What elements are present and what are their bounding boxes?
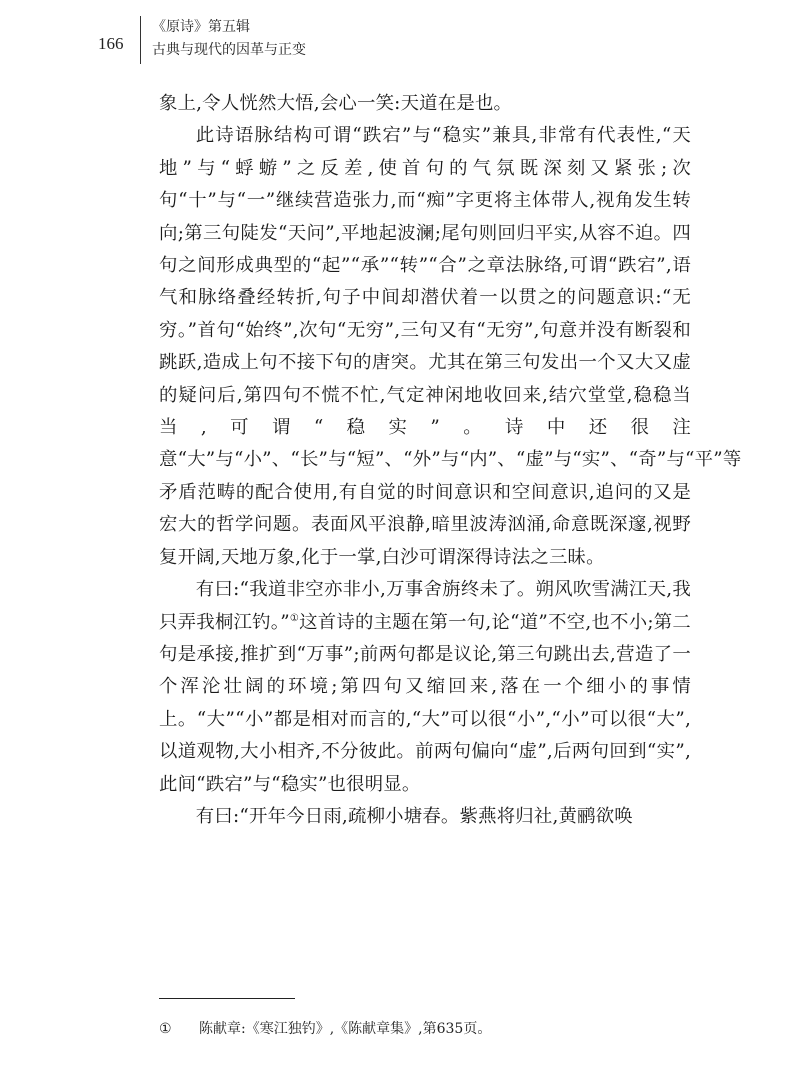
quote-analysis: 这首诗的主题在第一句,论“道”不空,也不小;第二句是承接,推扩到“万事”;前两句都是议论,第三句跳出去,营造了一个浑沦壮阔的环境;第四句又缩回来,落在一个细小的事情上。“大”“小”都是相对而言的,“大”可以很“小”,“小”可以很“大”,以道观物,大小相齐,不分彼此。前两句偏向“虚”,后两句回到“实”,此间“跌宕”与“稳实”也很明显。 [159, 611, 691, 795]
paragraph-continued: 象上,令人恍然大悟,会心一笑:天道在是也。 [159, 93, 513, 114]
footnote [159, 1019, 491, 1039]
paragraph-quote [159, 574, 691, 801]
journal-title: 《原诗》第五辑 [152, 19, 250, 35]
footnote-mark: ① [159, 1021, 172, 1037]
paragraph: 有曰:“开年今日雨,疏柳小塘春。紫燕将归社,黄鹂欲唤 [195, 805, 633, 827]
header-titles [152, 16, 306, 62]
footnote-reference: ① [289, 612, 300, 624]
main-text [159, 88, 742, 833]
quote-text: 有曰:“我道非空亦非小,万事舍旃终未了。朔风吹雪满江天,我只弄我桐江钓。” [159, 579, 691, 633]
header-divider [140, 16, 141, 64]
footnote-divider [159, 998, 295, 999]
paragraph: 此诗语脉结构可谓“跌宕”与“稳实”兼具,非常有代表性,“天地”与“蜉蝣”之反差,使首句的气氛既深刻又紧张;次句“十”与“一”继续营造张力,而“痴”字更将主体带人,视角发生转向;第三句陡发“天问”,平地起波澜;尾句则回归平实,从容不迫。四句之间形成典型的“起”“承”“转”“合”之章法脉络,可谓“跌宕”,语气和脉络叠经转折,句子中间却潜伏着一以贯之的问题意识:“无穷。”首句“始终”,次句“无穷”,三句又有“无穷”,句意并没有断裂和跳跃,造成上句不接下句的唐突。尤其在第三句发出一个又大又虚的疑问后,第四句不慌不忙,气定神闲地收回来,结穴堂堂,稳稳当当,可谓“稳实”。诗中还很注意“大”与“小”、“长”与“短”、“外”与“内”、“虚”与“实”、“奇”与“平”等矛盾范畴的配合使用,有自觉的时间意识和空间意识,追问的又是宏大的哲学问题。表面风平浪静,暗里波涛汹涌,命意既深邃,视野复开阔,天地万象,化于一掌,白沙可谓深得诗法之三昧。 [159, 125, 742, 568]
running-header [98, 12, 698, 66]
footnote-text: 陈献章:《寒江独钓》,《陈献章集》,第635页。 [199, 1021, 492, 1037]
issue-theme: 古典与现代的因革与正变 [152, 42, 306, 58]
page-number: 166 [98, 34, 124, 53]
